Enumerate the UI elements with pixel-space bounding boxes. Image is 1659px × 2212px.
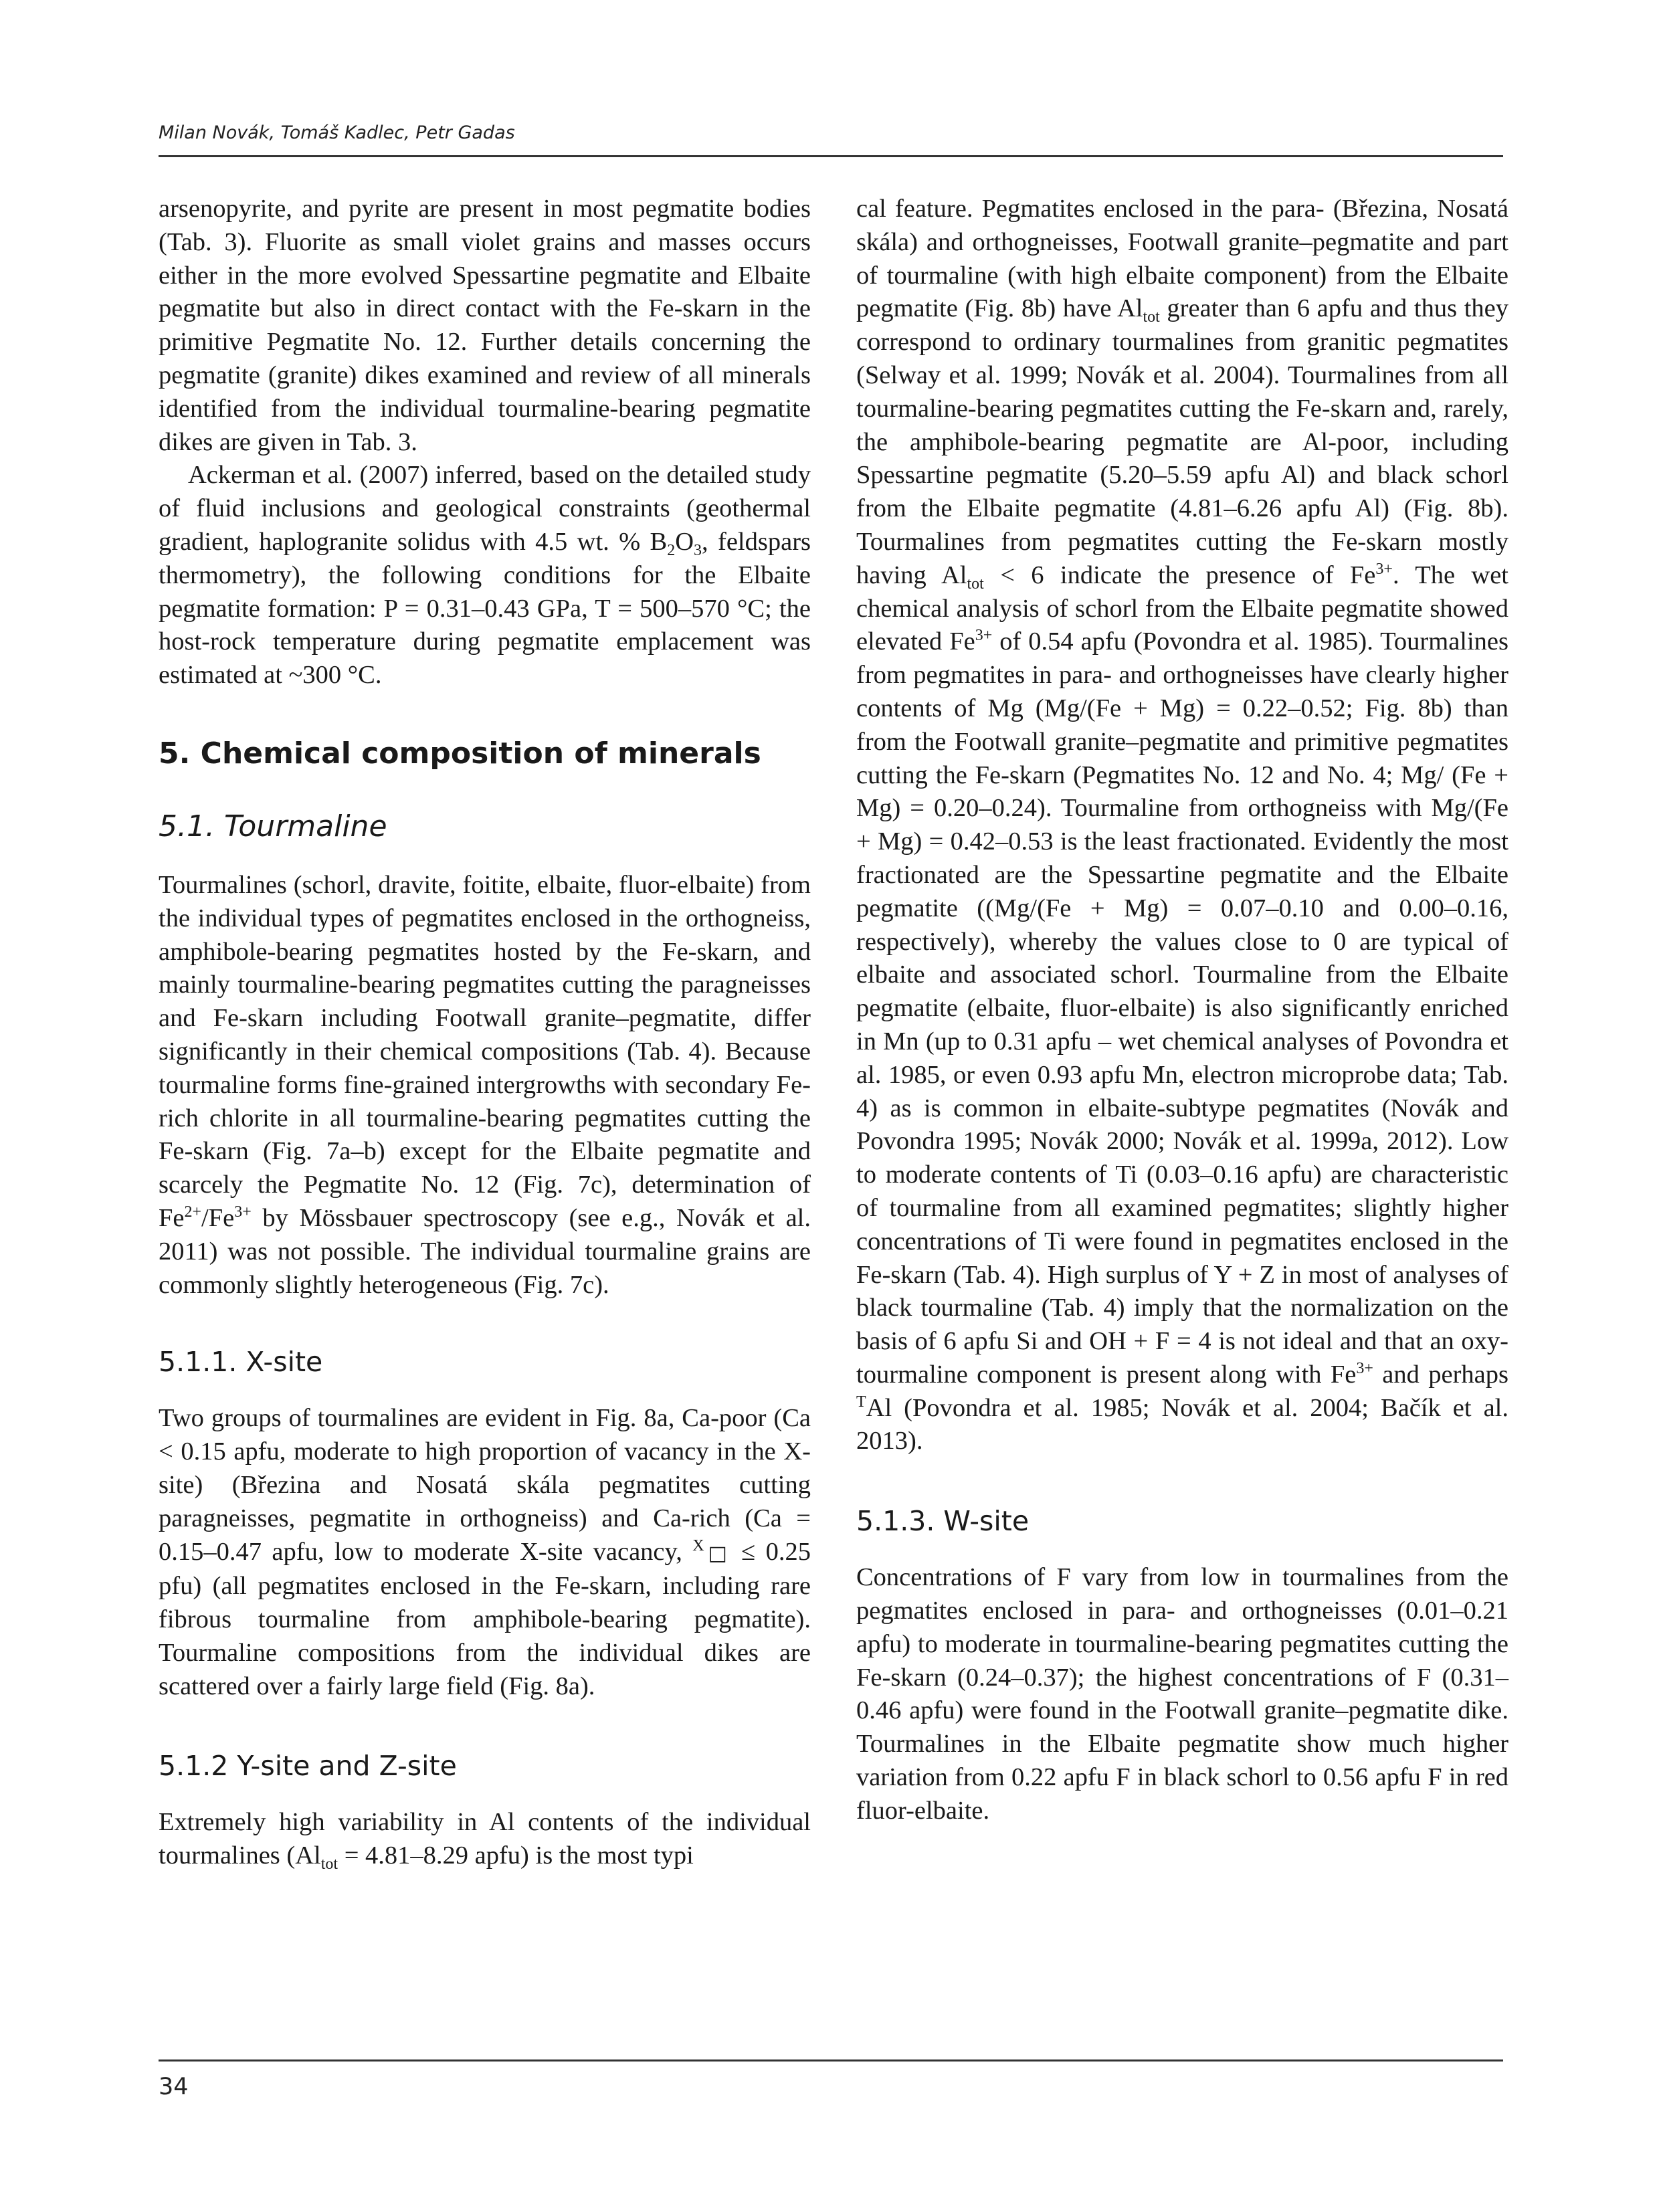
section-heading-chemical-composition: 5. Chemical composition of minerals [159, 736, 761, 771]
right-column [856, 193, 1508, 1828]
footer-rule [159, 2059, 1503, 2062]
left-column [159, 193, 811, 1873]
paragraph-w-site: Concentrations of F vary from low in tourmalines from the pegmatites enclosed in para- and orthogneisses (0.01–0.21 apfu) to moderate in tourmaline-bearing pegmatites cutting the Fe-skarn (0.24–0.37); the highest concentrations of F (0.31–0.46 apfu) were found in the Footwall granite–pegmatite dike. Tourmalines in the Elbaite pegmatite show much higher variation from 0.22 apfu F in black schorl to 0.56 apfu F in red fluor-elbaite. [856, 1563, 1508, 1825]
paragraph-y-z-site-start: Extremely high variability in Al contents of the individual tourmalines ($Al_{tot} = 4.81-8.29$ apfu) is the most typi [159, 1808, 811, 1874]
subsubsection-heading-w-site: 5.1.3. W-site [856, 1505, 1030, 1538]
subsubsection-heading-y-z-site: 5.1.2 Y-site and Z-site [159, 1750, 457, 1783]
paragraph-formation-conditions: Ackerman et al. (2007) inferred, based on the detailed study of fluid inclusions and geological constraints (geothermal gradient, haplogranite solidus with 4.5 wt. % $B_2O_3$, feldspars thermometry), the following conditions for the Elbaite pegmatite formation: P = 0.31–0.43 GPa, T = 500–570 °C; the host-rock temperature during pegmatite emplacement was estimated at ~300 °C. [159, 461, 811, 690]
subsection-heading-tourmaline: 5.1. Tourmaline [159, 809, 387, 843]
paragraph-x-site: Two groups of tourmalines are evident in Fig. 8a, Ca-poor (Ca < 0.15 apfu, moderate to high proportion of vacancy in the X-site) (Březina and Nosatá skála pegmatites cutting paragneisses, pegmatite in orthogneiss) and Ca-rich (Ca = 0.15–0.47 apfu, low to moderate X-site vacancy, $^X$□ ≤ 0.25 pfu) (all pegmatites enclosed in the Fe-skarn, including rare fibrous tourmaline from amphibole-bearing pegmatite). Tourmaline compositions from the individual dikes are scattered over a fairly large field (Fig. 8a). [159, 1404, 811, 1700]
paragraph-y-z-site-continued: cal feature. Pegmatites enclosed in the para- (Březina, Nosatá skála) and orthogneisses, Footwall granite–pegmatite and part of tourmaline (with high elbaite component) from the Elbaite pegmatite (Fig. 8b) have $Al_{tot}$ greater than 6 apfu and thus they correspond to ordinary tourmalines from granitic pegmatites (Selway et al. 1999; Novák et al. 2004). Tourmalines from all tourmaline-bearing pegmatites cutting the Fe-skarn and, rarely, the amphibole-bearing pegmatite are Al-poor, including Spessartine pegmatite (5.20–5.59 apfu Al) and black schorl from the Elbaite pegmatite (4.81–6.26 apfu Al) (Fig. 8b). Tourmalines from pegmatites cutting the Fe-skarn mostly having $Al_{tot} < 6$ indicate the presence of $Fe^{3+}$. The wet chemical analysis of schorl from the Elbaite pegmatite showed elevated $Fe^{3+}$ of 0.54 apfu (Povondra et al. 1985). Tourmalines from pegmatites in para- and orthogneisses have clearly higher contents of Mg (Mg/(Fe + Mg) = 0.22–0.52; Fig. 8b) than from the Footwall granite–pegmatite and primitive pegmatites cutting the Fe-skarn (Pegmatites No. 12 and No. 4; Mg/ (Fe + Mg) = 0.20–0.24). Tourmaline from orthogneiss with Mg/(Fe + Mg) = 0.42–0.53 is the least fractionated. Evidently the most fractionated are the Spessartine pegmatite and the Elbaite pegmatite ((Mg/(Fe + Mg) = 0.07–0.10 and 0.00–0.16, respectively), whereby the values close to 0 are typical of elbaite and associated schorl. Tourmaline from the Elbaite pegmatite (elbaite, fluor-elbaite) is also significantly enriched in Mn (up to 0.31 apfu – wet chemical analyses of Povondra et al. 1985, or even 0.93 apfu Mn, electron microprobe data; Tab. 4) as is common in elbaite-subtype pegmatites (Novák and Povondra 1995; Novák 2000; Novák et al. 1999a, 2012). Low to moderate contents of Ti (0.03–0.16 apfu) are characteristic of tourmaline from all examined pegmatites; slightly higher concentrations of Ti were found in pegmatites enclosed in the Fe-skarn (Tab. 4). High surplus of Y + Z in most of analyses of black tourmaline (Tab. 4) imply that the normalization on the basis of 6 apfu Si and OH + F = 4 is not ideal and that an oxy-tourmaline component is present along with $Fe^{3+}$ and perhaps $^T$Al (Povondra et al. 1985; Novák et al. 2004; Bačík et al. 2013). [856, 195, 1509, 1455]
page-number: 34 [159, 2074, 189, 2100]
paragraph-minerals-summary: arsenopyrite, and pyrite are present in most pegmatite bodies (Tab. 3). Fluorite as small violet grains and masses occurs either in the more evolved Spessartine pegmatite and Elbaite pegmatite but also in direct contact with the Fe-skarn in the primitive Pegmatite No. 12. Further details concerning the pegmatite (granite) dikes examined and review of all minerals identified from the individual tourmaline-bearing pegmatite dikes are given in Tab. 3. [159, 195, 811, 456]
header-rule [159, 155, 1503, 157]
paragraph-tourmaline-intro: Tourmalines (schorl, dravite, foitite, elbaite, fluor-elbaite) from the individual types of pegmatites enclosed in the orthogneiss, amphibole-bearing pegmatites hosted by the Fe-skarn, and mainly tourmaline-bearing pegmatites cutting the paragneisses and Fe-skarn including Footwall granite–pegmatite, differ significantly in their chemical compositions (Tab. 4). Because tourmaline forms fine-grained intergrowths with secondary Fe-rich chlorite in all tourmaline-bearing pegmatites cutting the Fe-skarn (Fig. 7a–b) except for the Elbaite pegmatite and scarcely the Pegmatite No. 12 (Fig. 7c), determination of $Fe^{2+}/Fe^{3+}$ by Mössbauer spectroscopy (see e.g., Novák et al. 2011) was not possible. The individual tourmaline grains are commonly slightly heterogeneous (Fig. 7c). [159, 870, 811, 1299]
running-head-authors: Milan Novák, Tomáš Kadlec, Petr Gadas [159, 122, 515, 143]
subsubsection-heading-x-site: 5.1.1. X-site [159, 1346, 323, 1379]
